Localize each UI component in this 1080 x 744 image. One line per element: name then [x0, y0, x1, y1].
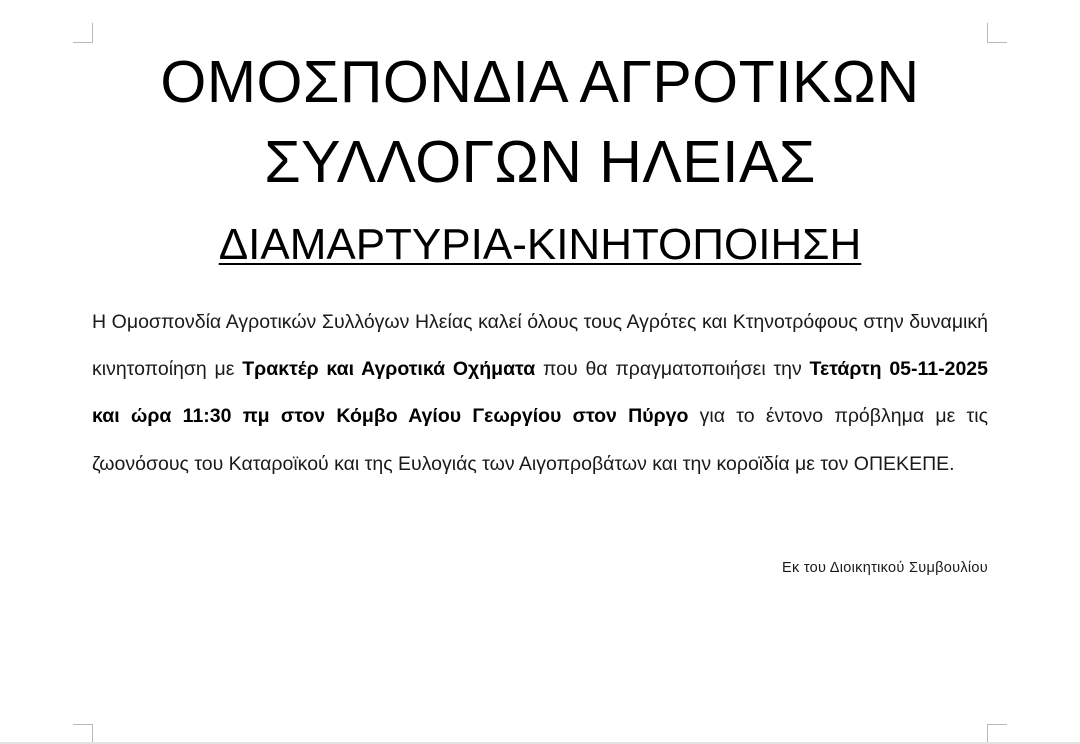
body-text-part-3: για το έντονο πρόβλημα με τις ζωονόσους του Καταροϊκού και της Ευλογιάς των Αιγοπροβάτων και την κοροϊδία με τον ΟΠΕΚΕΠΕ. [92, 405, 988, 475]
body-paragraph [92, 299, 988, 488]
body-bold-date-location: Τετάρτη 05-11-2025 και ώρα 11:30 πμ στον Κόμβο Αγίου Γεωργίου στον Πύργο [92, 358, 988, 428]
signature: Εκ του Διοικητικού Συμβουλίου [782, 560, 988, 576]
margin-corner-mark [73, 724, 93, 744]
title-line-1: ΟΜΟΣΠΟΝΔΙΑ ΑΓΡΟΤΙΚΩΝ [160, 49, 920, 115]
margin-corner-mark [987, 724, 1007, 744]
title-line-2: ΣΥΛΛΟΓΩΝ ΗΛΕΙΑΣ [264, 129, 816, 195]
body-text-part-2: που θα πραγματοποιήσει την [535, 358, 810, 381]
body-bold-vehicles: Τρακτέρ και Αγροτικά Οχήματα [242, 358, 536, 381]
margin-corner-mark [987, 23, 1007, 43]
body-text-part-1: Η Ομοσπονδία Αγροτικών Συλλόγων Ηλείας καλεί όλους τους Αγρότες και Κτηνοτρόφους στην δυναμική κινητοποίηση με [92, 311, 988, 381]
document-subtitle [92, 217, 988, 273]
subtitle-text: ΔΙΑΜΑΡΤΥΡΙΑ-ΚΙΝΗΤΟΠΟΙΗΣΗ [218, 220, 862, 269]
document-title [92, 42, 988, 202]
margin-corner-mark [73, 23, 93, 43]
